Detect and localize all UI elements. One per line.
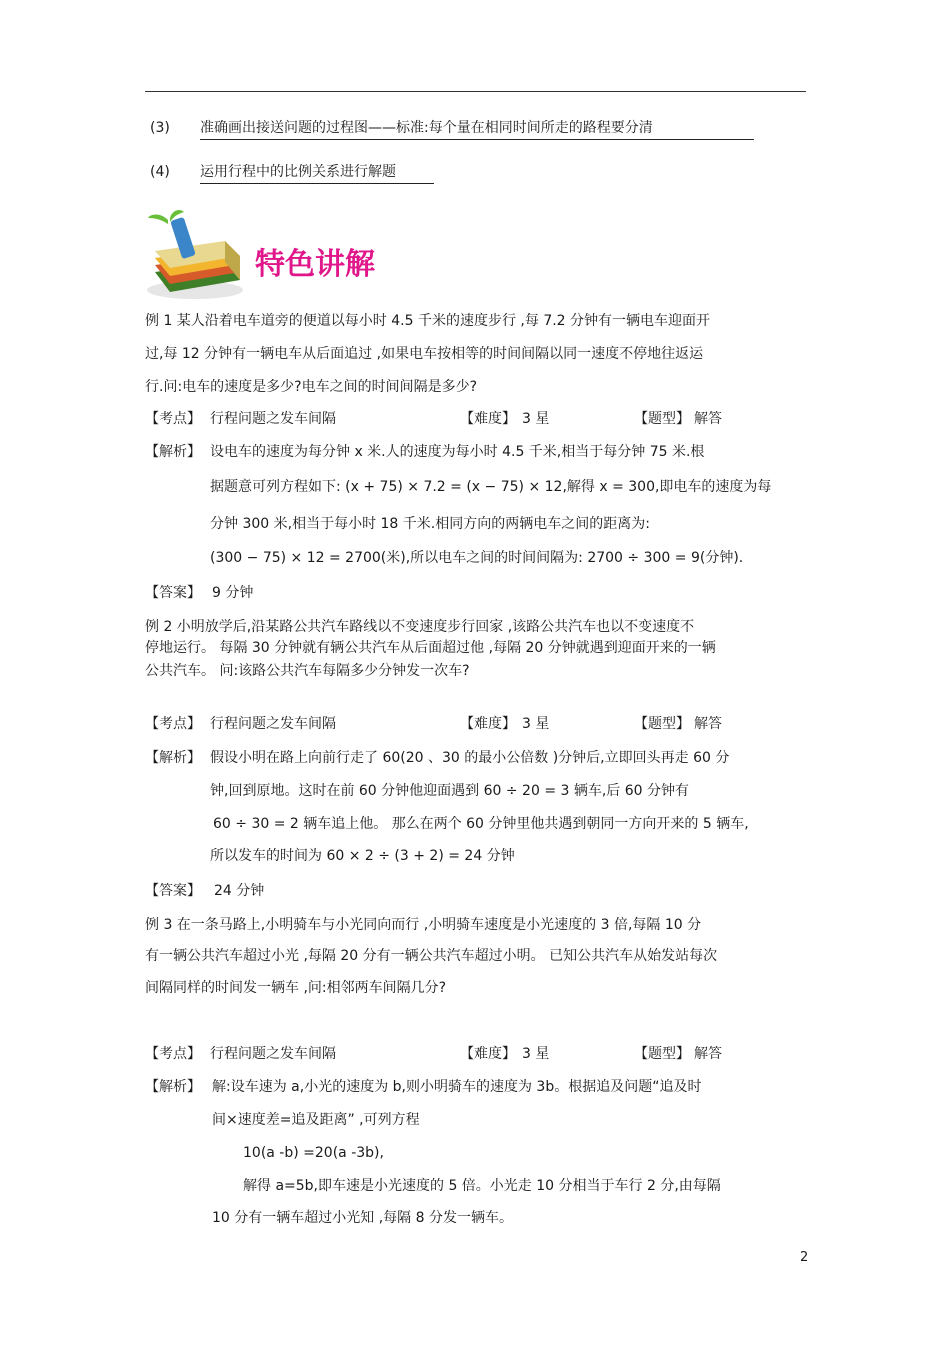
item-3-text: 准确画出接送问题的过程图——标准:每个量在相同时间所走的路程要分清: [200, 118, 754, 140]
ex2-analysis-line-2: 钟,回到原地。这时在前 60 分钟他迎面遇到 60 ÷ 20 = 3 辆车,后 60 分钟有: [210, 783, 690, 799]
item-4-text: 运用行程中的比例关系进行解题: [200, 162, 434, 184]
ex3-tixing-label: 【题型】: [634, 1046, 690, 1062]
ex2-analysis-line-3: 60 ÷ 30 = 2 辆车追上他。 那么在两个 60 分钟里他共遇到朝同一方向开来的 5 辆车,: [213, 816, 749, 832]
ex2-tixing: 解答: [694, 716, 722, 732]
ex1-answer: 9 分钟: [212, 585, 254, 601]
ex1-analysis-line-3: 分钟 300 米,相当于每小时 18 千米.相同方向的两辆电车之间的距离为:: [210, 516, 650, 532]
ex2-kaodian: 行程问题之发车间隔: [210, 716, 336, 732]
ex1-question-line-1: 例 1 某人沿着电车道旁的便道以每小时 4.5 千米的速度步行 ,每 7.2 分钟有一辆电车迎面开: [145, 313, 711, 329]
ex1-question-line-3: 行.问:电车的速度是多少?电车之间的时间间隔是多少?: [145, 379, 478, 395]
ex2-nandu: 3 星: [522, 716, 550, 732]
ex3-kaodian-label: 【考点】: [145, 1046, 201, 1062]
section-heading: [140, 210, 400, 302]
ex3-question-line-2: 有一辆公共汽车超过小光 ,每隔 20 分有一辆公共汽车超过小明。 已知公共汽车从始发站每次: [145, 948, 718, 964]
ex3-tixing: 解答: [694, 1046, 722, 1062]
ex3-question-line-3: 间隔同样的时间发一辆车 ,问:相邻两车间隔几分?: [145, 980, 447, 996]
ex2-daan-label: 【答案】: [145, 883, 201, 899]
ex1-nandu-label: 【难度】: [460, 411, 516, 427]
ex1-analysis-line-1: 设电车的速度为每分钟 x 米.人的速度为每小时 4.5 千米,相当于每分钟 75 米.根: [210, 444, 705, 460]
ex3-analysis-line-4: 解得 a=5b,即车速是小光速度的 5 倍。小光走 10 分相当于车行 2 分,由每隔: [243, 1178, 721, 1194]
ex2-analysis-line-4: 所以发车的时间为 60 × 2 ÷ (3 + 2) = 24 分钟: [210, 848, 515, 864]
ex2-question-line-1: 例 2 小明放学后,沿某路公共汽车路线以不变速度步行回家 ,该路公共汽车也以不变速度不: [145, 619, 695, 635]
ex1-kaodian: 行程问题之发车间隔: [210, 411, 336, 427]
ex3-analysis-line-5: 10 分有一辆车超过小光知 ,每隔 8 分发一辆车。: [212, 1210, 513, 1226]
ex1-daan-label: 【答案】: [145, 585, 201, 601]
books-pencil-icon: [140, 210, 400, 302]
ex2-question-line-2: 停地运行。 每隔 30 分钟就有辆公共汽车从后面超过他 ,每隔 20 分钟就遇到迎面开来的一辆: [145, 640, 716, 656]
header-rule: [145, 91, 806, 92]
ex2-kaodian-label: 【考点】: [145, 716, 201, 732]
ex1-question-line-2: 过,每 12 分钟有一辆电车从后面追过 ,如果电车按相等的时间间隔以同一速度不停地往返运: [145, 346, 704, 362]
item-3-number: (3): [150, 120, 170, 136]
ex3-kaodian: 行程问题之发车间隔: [210, 1046, 336, 1062]
ex3-analysis-line-1: 解:设车速为 a,小光的速度为 b,则小明骑车的速度为 3b。根据追及问题“追及时: [212, 1079, 702, 1095]
page-number: 2: [800, 1250, 809, 1265]
ex1-kaodian-label: 【考点】: [145, 411, 201, 427]
ex2-nandu-label: 【难度】: [460, 716, 516, 732]
ex1-tixing-label: 【题型】: [634, 411, 690, 427]
ex3-jiexi-label: 【解析】: [145, 1079, 201, 1095]
ex1-jiexi-label: 【解析】: [145, 444, 201, 460]
ex3-question-line-1: 例 3 在一条马路上,小明骑车与小光同向而行 ,小明骑车速度是小光速度的 3 倍,每隔 10 分: [145, 917, 702, 933]
ex1-analysis-line-4: (300 − 75) × 12 = 2700(米),所以电车之间的时间间隔为: 2700 ÷ 300 = 9(分钟).: [210, 550, 744, 566]
ex1-tixing: 解答: [694, 411, 722, 427]
ex2-question-line-3: 公共汽车。 问:该路公共汽车每隔多少分钟发一次车?: [145, 663, 470, 679]
section-title: 特色讲解: [255, 247, 375, 282]
item-4-number: (4): [150, 164, 170, 180]
ex2-answer: 24 分钟: [214, 883, 265, 899]
ex2-analysis-line-1: 假设小明在路上向前行走了 60(20 、30 的最小公倍数 )分钟后,立即回头再走 60 分: [210, 750, 730, 766]
ex3-analysis-line-3: 10(a -b) =20(a -3b),: [243, 1145, 384, 1161]
ex1-nandu: 3 星: [522, 411, 550, 427]
ex1-analysis-line-2: 据题意可列方程如下: (x + 75) × 7.2 = (x − 75) × 12,解得 x = 300,即电车的速度为每: [210, 479, 772, 495]
ex3-nandu-label: 【难度】: [460, 1046, 516, 1062]
ex3-nandu: 3 星: [522, 1046, 550, 1062]
ex3-analysis-line-2: 间×速度差=追及距离” ,可列方程: [212, 1112, 420, 1128]
ex2-jiexi-label: 【解析】: [145, 750, 201, 766]
ex2-tixing-label: 【题型】: [634, 716, 690, 732]
